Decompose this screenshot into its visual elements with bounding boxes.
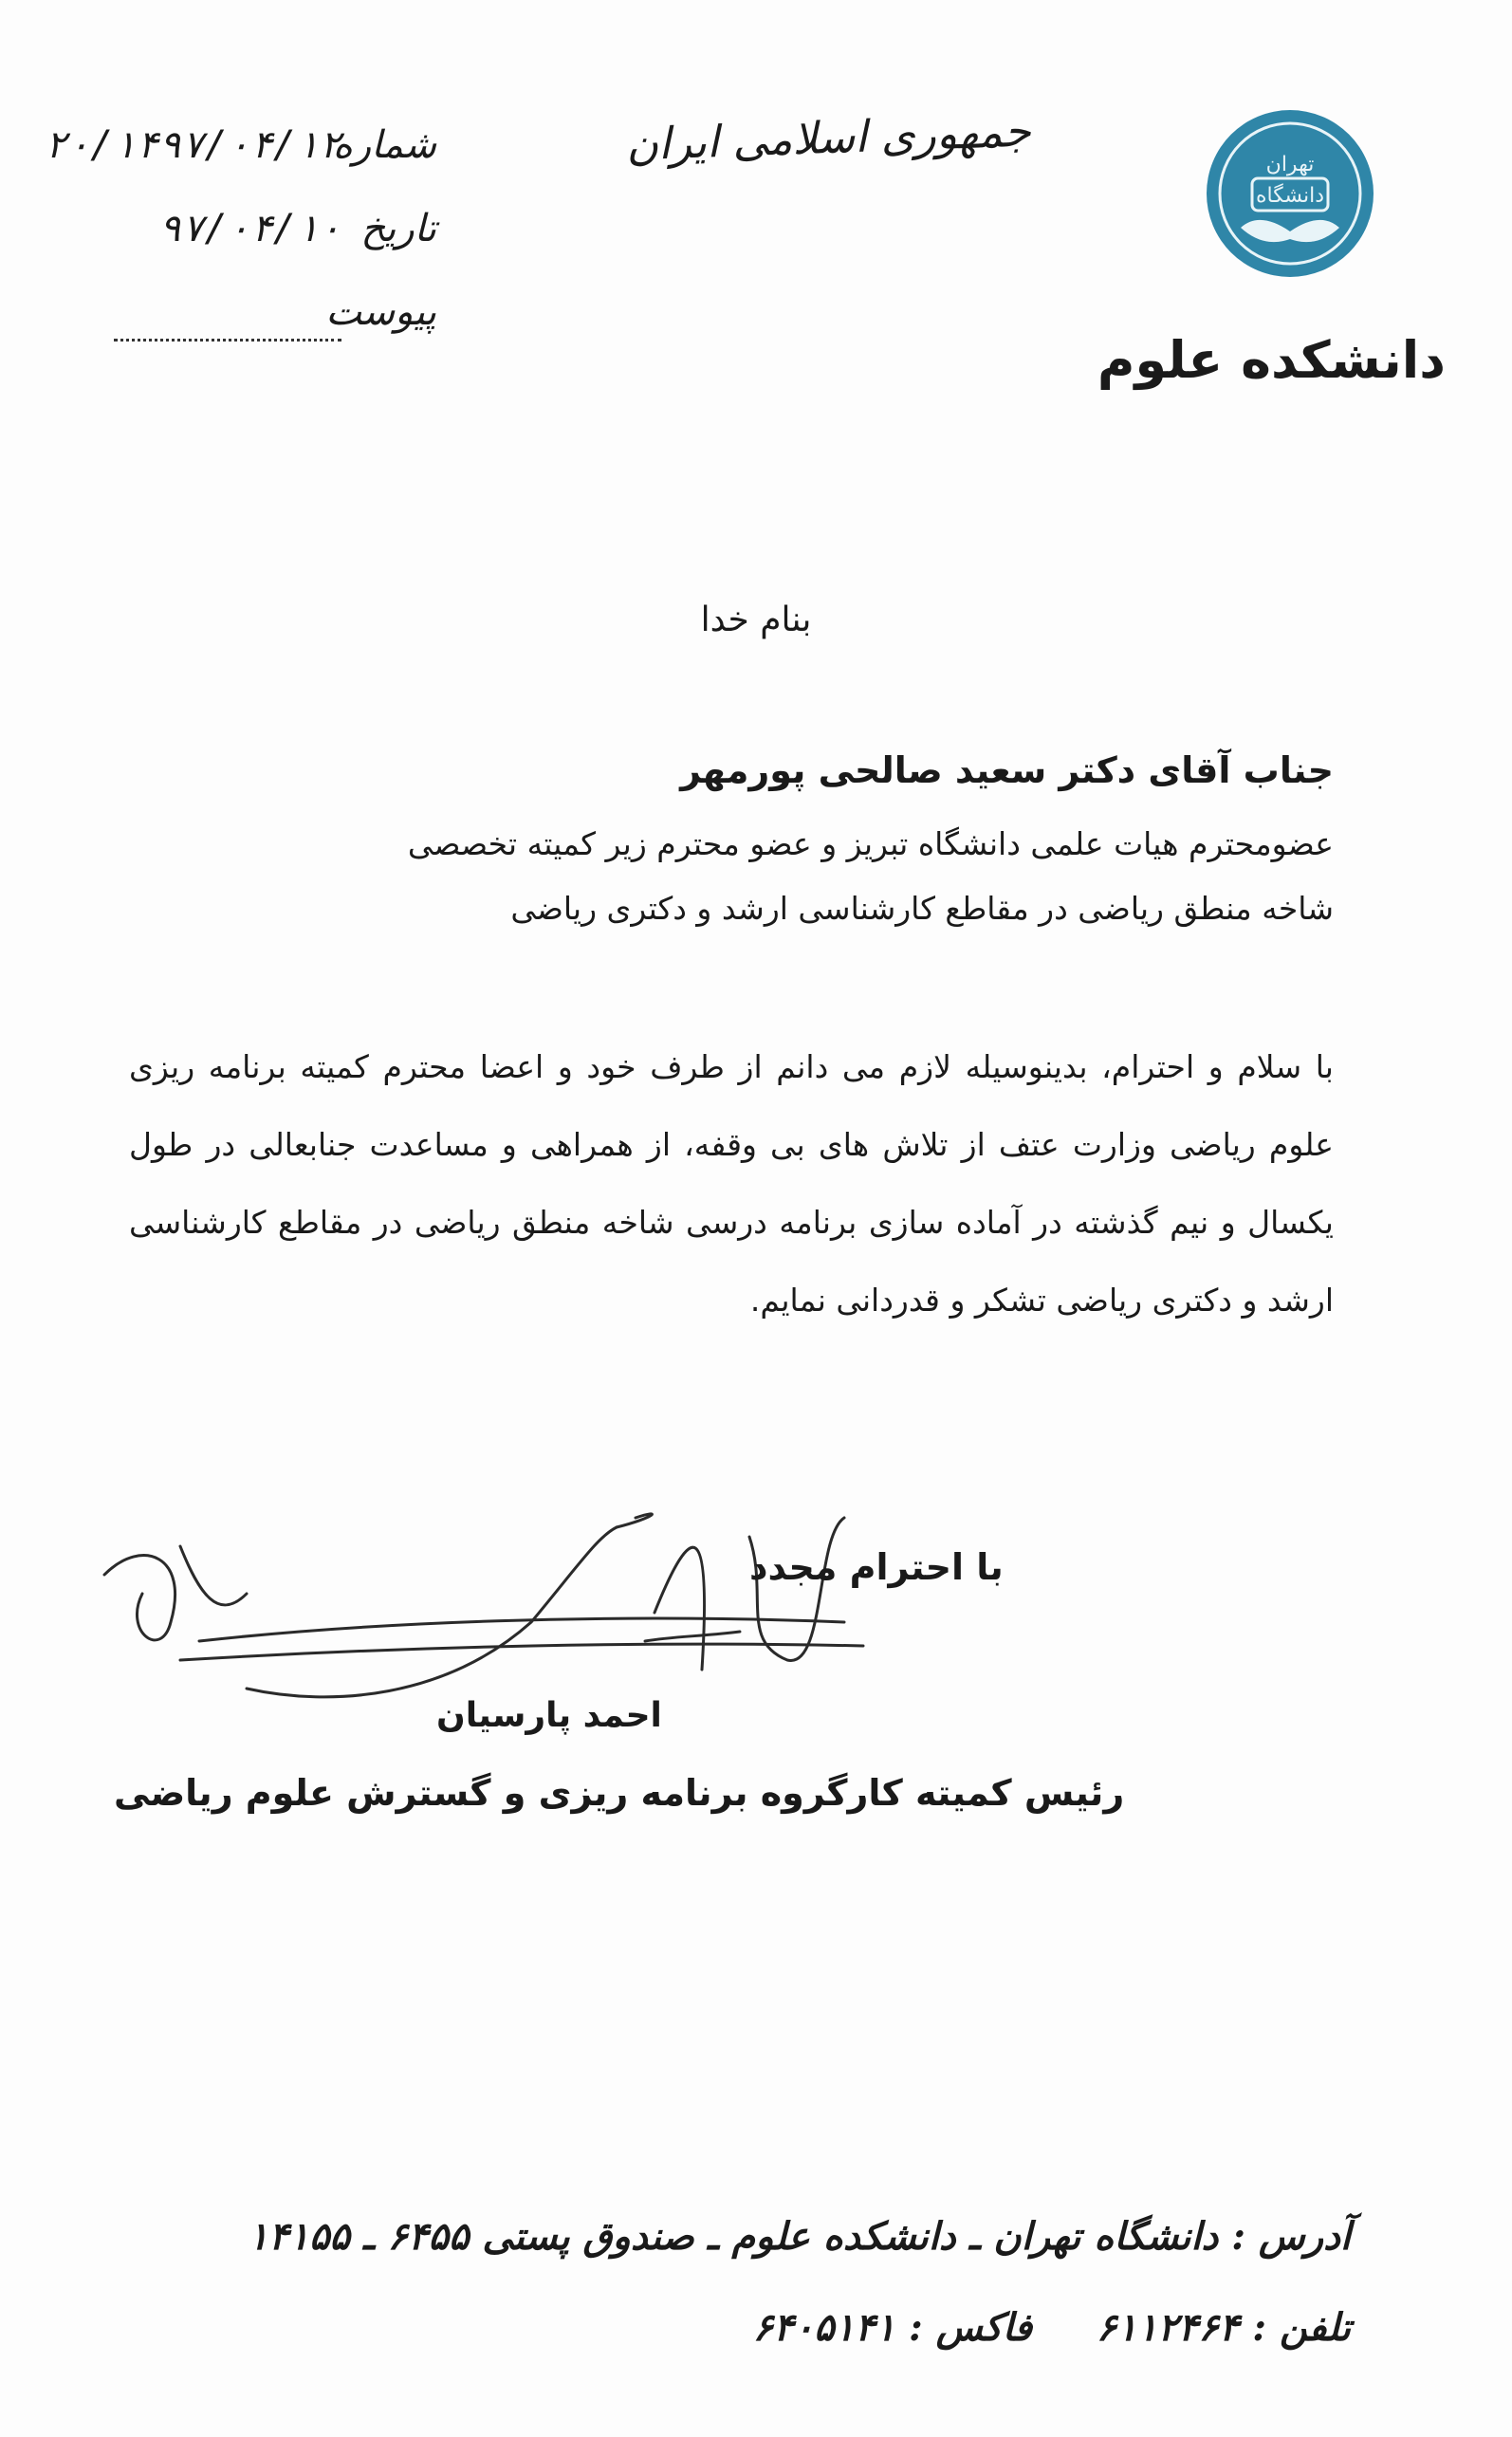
letter-number-label: شماره [332, 123, 436, 167]
footer-address: آدرس : دانشگاه تهران ـ دانشکده علوم ـ صندوق پستی ۶۴۵۵ ـ ۱۴۱۵۵ [248, 2214, 1351, 2259]
svg-text:تهران: تهران [1265, 153, 1315, 176]
letter-date-value: ۹۷/۰۴/۱۰ [158, 207, 341, 250]
letter-body: با سلام و احترام، بدینوسیله لازم می دانم از طرف خود و اعضا محترم کمیته برنامه ریزی علوم ریاضی وزارت عتف از تلاش های بی وقفه، از همراهی و مساعدت جنابعالی در طول یکسال و نیم گذشته در آماده سازی برنامه درسی شاخه منطق ریاضی در مقاطع کارشناسی ارشد و دکتری ریاضی تشکر و قدردانی نمایم. [129, 1048, 1334, 1319]
attachment-dotted-line [114, 339, 341, 342]
footer-contact [753, 2305, 1351, 2350]
handwritten-signature [85, 1480, 892, 1726]
phone-label: تلفن : [1252, 2305, 1351, 2350]
addressee-title-line-1: عضومحترم هیات علمی دانشگاه تبریز و عضو محترم زیر کمیته تخصصی [407, 825, 1334, 862]
letter-date-row [57, 207, 436, 273]
letter-attachment-label: پیوست [325, 290, 436, 334]
university-seal-logo [1203, 106, 1377, 281]
fax-value: ۶۴۰۵۱۴۱ [752, 2305, 896, 2350]
faculty-name: دانشکده علوم [1097, 330, 1446, 390]
signer-title: رئیس کمیته کارگروه برنامه ریزی و گسترش علوم ریاضی [114, 1772, 1125, 1814]
basmala: بنام خدا [700, 600, 812, 639]
letter-attachment-row [57, 290, 436, 357]
closing-phrase: با احترام مجدد [749, 1546, 1004, 1588]
letter-number-row [44, 123, 436, 190]
letter-date-label: تاریخ [360, 207, 436, 250]
addressee-title-line-2: شاخه منطق ریاضی در مقاطع کارشناسی ارشد و دکتری ریاضی [510, 890, 1334, 927]
republic-heading: جمهوری اسلامی ایران [625, 104, 1032, 171]
phone-value: ۶۱۱۲۴۶۴ [1096, 2305, 1240, 2350]
fax-label: فاکس : [909, 2305, 1033, 2350]
svg-text:دانشگاه: دانشگاه [1255, 184, 1325, 208]
signer-name: احمد پارسیان [436, 1696, 662, 1735]
letter-number-value: ۲۰/۱۴۹۷/۰۴/۱۲ [44, 123, 341, 167]
addressee: جناب آقای دکتر سعید صالحی پورمهر [680, 749, 1334, 791]
